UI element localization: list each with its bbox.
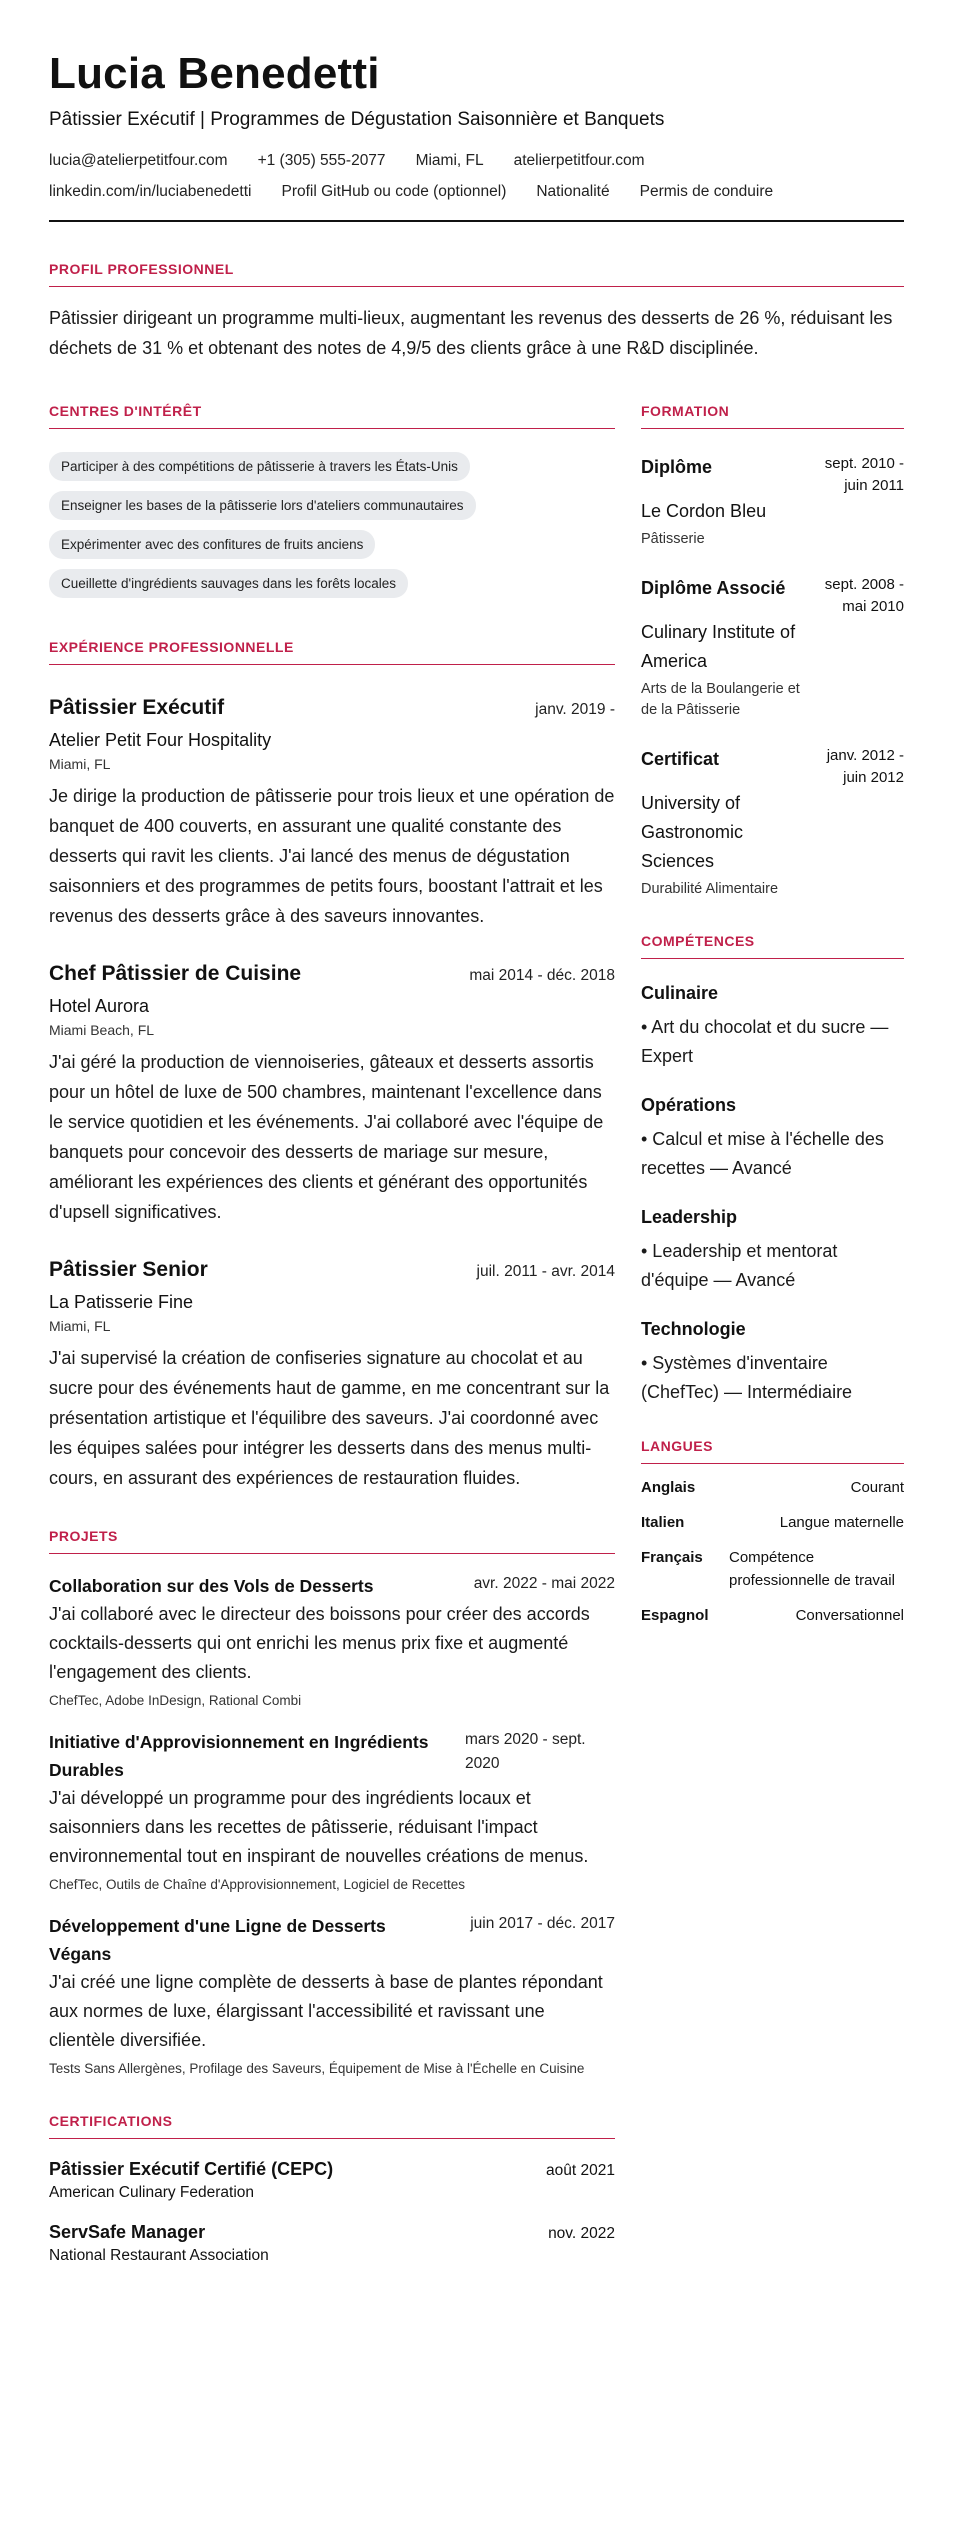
section-title-skills: COMPÉTENCES — [641, 933, 755, 949]
project-description: J'ai développé un programme pour des ingrédients locaux et saisonniers dans les recettes de pâtisserie, réduisant l'impact environnemental tout en inspirant de nouvelles créations de menus. — [49, 1788, 589, 1866]
skill-category: Opérations — [641, 1095, 737, 1115]
education-date: janv. 2012 - juin 2012 — [826, 747, 904, 786]
certification-name: ServSafe Manager — [49, 2222, 206, 2242]
section-title-certifications: CERTIFICATIONS — [49, 2113, 173, 2129]
project-date: avr. 2022 - mai 2022 — [473, 1575, 615, 1592]
interests-section — [49, 402, 615, 598]
contact-website[interactable]: atelierpetitfour.com — [513, 152, 645, 169]
experience-section — [49, 638, 615, 1493]
education-degree: Diplôme — [641, 457, 713, 477]
contact-linkedin[interactable]: linkedin.com/in/luciabenedetti — [49, 183, 252, 200]
job-entry — [49, 1257, 615, 1493]
section-divider — [49, 428, 615, 429]
languages-section — [641, 1437, 904, 1627]
education-school: Le Cordon Bleu — [641, 501, 767, 521]
job-location: Miami Beach, FL — [49, 1022, 155, 1038]
section-title-experience: EXPÉRIENCE PROFESSIONNELLE — [49, 639, 294, 655]
language-name: Anglais — [641, 1479, 696, 1496]
skill-item: • Art du chocolat et du sucre — Expert — [641, 1017, 889, 1066]
right-column — [641, 402, 904, 2265]
skill-category: Technologie — [641, 1319, 746, 1339]
job-title: Pâtissier Senior — [49, 1258, 208, 1281]
section-divider — [49, 2138, 615, 2139]
section-title-profile: PROFIL PROFESSIONNEL — [49, 261, 234, 277]
candidate-name: Lucia Benedetti — [49, 49, 380, 98]
certification-org: National Restaurant Association — [49, 2247, 269, 2264]
job-entry — [49, 695, 615, 931]
language-name: Espagnol — [641, 1607, 709, 1624]
two-column-layout — [49, 402, 904, 2265]
profile-section — [49, 260, 904, 363]
job-location: Miami, FL — [49, 756, 111, 772]
language-level: Compétence professionnelle de travail — [729, 1549, 895, 1589]
job-company: Atelier Petit Four Hospitality — [49, 730, 272, 750]
language-row — [641, 1604, 904, 1627]
skill-category: Leadership — [641, 1207, 738, 1227]
contact-license: Permis de conduire — [639, 183, 774, 200]
project-date: juin 2017 - déc. 2017 — [470, 1915, 615, 1932]
project-tools: Tests Sans Allergènes, Profilage des Saveurs, Équipement de Mise à l'Échelle en Cuisine — [49, 2061, 585, 2076]
skill-item: • Systèmes d'inventaire (ChefTec) — Intermédiaire — [641, 1353, 853, 1402]
language-name: Français — [641, 1549, 703, 1566]
interest-tag: Expérimenter avec des confitures de fruits anciens — [49, 530, 375, 559]
education-school: Culinary Institute of America — [641, 622, 796, 671]
language-level: Langue maternelle — [779, 1514, 904, 1531]
certifications-section — [49, 2112, 615, 2265]
education-field: Pâtisserie — [641, 531, 705, 547]
contact-nationality: Nationalité — [536, 183, 610, 200]
project-tools: ChefTec, Adobe InDesign, Rational Combi — [49, 1693, 302, 1708]
skills-section — [641, 932, 904, 1407]
job-entry — [49, 961, 615, 1227]
contact-row-1 — [49, 151, 904, 171]
certification-date: nov. 2022 — [548, 2225, 615, 2242]
job-description: J'ai supervisé la création de confiseries signature au chocolat et au sucre pour des événements haut de gamme, en me concentrant sur la présentation artistique et l'équilibre des saveurs. J'ai coordonné avec les équipes salées pour intégrer les desserts dans des menus multi-cours, en assurant des expériences de restauration fluides. — [49, 1348, 610, 1488]
education-date: sept. 2010 - juin 2011 — [824, 455, 904, 494]
education-entry — [641, 574, 904, 721]
job-location: Miami, FL — [49, 1318, 111, 1334]
job-title: Pâtissier Exécutif — [49, 696, 225, 719]
section-divider — [641, 1463, 904, 1464]
project-title: Développement d'une Ligne de Desserts Végans — [49, 1916, 386, 1964]
language-level: Courant — [850, 1479, 904, 1496]
project-description: J'ai collaboré avec le directeur des boissons pour créer des accords cocktails-desserts qui ont enrichi les menus prix fixe et augmenté l'engagement des clients. — [49, 1604, 590, 1682]
job-description: J'ai géré la production de viennoiseries, gâteaux et desserts assortis pour un hôtel de luxe de 500 chambres, maintenant l'excellence dans le service quotidien et les événements. J'ai collaboré avec l'équipe de banquets pour concevoir des desserts de mariage sur mesure, améliorant les expériences des clients et générant des opportunités d'upsell significatives. — [49, 1052, 604, 1222]
section-divider — [641, 428, 904, 429]
project-tools: ChefTec, Outils de Chaîne d'Approvisionnement, Logiciel de Recettes — [49, 1877, 466, 1892]
certification-org: American Culinary Federation — [49, 2184, 255, 2201]
education-entry — [641, 453, 904, 550]
job-date: janv. 2019 - — [535, 701, 615, 718]
section-divider — [49, 286, 904, 287]
project-entry — [49, 1728, 615, 1894]
project-date: mars 2020 - sept. 2020 — [465, 1731, 586, 1772]
certification-name: Pâtissier Exécutif Certifié (CEPC) — [49, 2159, 334, 2179]
headline: Pâtissier Exécutif | Programmes de Dégustation Saisonnière et Banquets — [49, 109, 665, 130]
profile-summary: Pâtissier dirigeant un programme multi-lieux, augmentant les revenus des desserts de 26 %, réduisant les déchets de 31 % et obtenant des notes de 4,9/5 des clients grâce à une R&D disciplinée. — [49, 308, 893, 358]
language-level: Conversationnel — [795, 1607, 904, 1624]
section-divider — [49, 664, 615, 665]
project-entry — [49, 1572, 615, 1710]
projects-section — [49, 1527, 615, 2078]
interest-tags — [49, 452, 615, 598]
language-name: Italien — [641, 1514, 685, 1531]
language-row — [641, 1546, 904, 1592]
job-title: Chef Pâtissier de Cuisine — [49, 962, 302, 985]
certification-date: août 2021 — [546, 2162, 615, 2179]
education-field: Durabilité Alimentaire — [641, 881, 779, 897]
section-title-languages: LANGUES — [641, 1438, 713, 1454]
education-date: sept. 2008 - mai 2010 — [824, 576, 904, 615]
contact-email[interactable]: lucia@atelierpetitfour.com — [49, 152, 228, 169]
education-entry — [641, 745, 904, 900]
education-school: University of Gastronomic Sciences — [641, 793, 744, 871]
language-row — [641, 1476, 904, 1499]
certification-entry — [49, 2157, 615, 2202]
interest-tag: Participer à des compétitions de pâtisserie à travers les États-Unis — [49, 452, 470, 481]
project-title: Initiative d'Approvisionnement en Ingrédients Durables — [49, 1732, 429, 1780]
education-degree: Diplôme Associé — [641, 578, 786, 598]
project-description: J'ai créé une ligne complète de desserts à base de plantes répondant aux normes de luxe, élargissant l'accessibilité et ravissant une clientèle diversifiée. — [49, 1972, 603, 2050]
section-title-interests: CENTRES D'INTÉRÊT — [49, 403, 202, 419]
certification-entry — [49, 2220, 615, 2265]
education-degree: Certificat — [641, 749, 720, 769]
section-divider — [641, 958, 904, 959]
left-column — [49, 402, 615, 2265]
job-date: mai 2014 - déc. 2018 — [469, 967, 615, 984]
contact-location: Miami, FL — [415, 152, 484, 169]
contact-row-2 — [49, 182, 904, 202]
header-divider — [49, 220, 904, 222]
skill-category: Culinaire — [641, 983, 719, 1003]
project-title: Collaboration sur des Vols de Desserts — [49, 1576, 374, 1596]
job-description: Je dirige la production de pâtisserie pour trois lieux et une opération de banquet de 400 couverts, en assurant une qualité constante des desserts qui ravit les clients. J'ai lancé des menus de dégustation saisonniers et des programmes de petits fours, boostant l'attrait et les revenus des desserts grâce à des saveurs innovantes. — [49, 786, 615, 926]
job-company: Hotel Aurora — [49, 996, 150, 1016]
contact-phone[interactable]: +1 (305) 555-2077 — [257, 152, 386, 169]
section-title-education: FORMATION — [641, 403, 730, 419]
skill-item: • Calcul et mise à l'échelle des recettes — Avancé — [641, 1129, 884, 1178]
education-field: Arts de la Boulangerie et de la Pâtisserie — [641, 681, 800, 718]
skill-item: • Leadership et mentorat d'équipe — Avancé — [641, 1241, 838, 1290]
job-date: juil. 2011 - avr. 2014 — [476, 1263, 615, 1280]
contact-github[interactable]: Profil GitHub ou code (optionnel) — [281, 183, 507, 200]
job-company: La Patisserie Fine — [49, 1292, 194, 1312]
project-entry — [49, 1912, 615, 2078]
interest-tag: Enseigner les bases de la pâtisserie lors d'ateliers communautaires — [49, 491, 476, 520]
interest-tag: Cueillette d'ingrédients sauvages dans les forêts locales — [49, 569, 408, 598]
language-row — [641, 1511, 904, 1534]
education-section — [641, 402, 904, 900]
section-divider — [49, 1553, 615, 1554]
section-title-projects: PROJETS — [49, 1528, 118, 1544]
